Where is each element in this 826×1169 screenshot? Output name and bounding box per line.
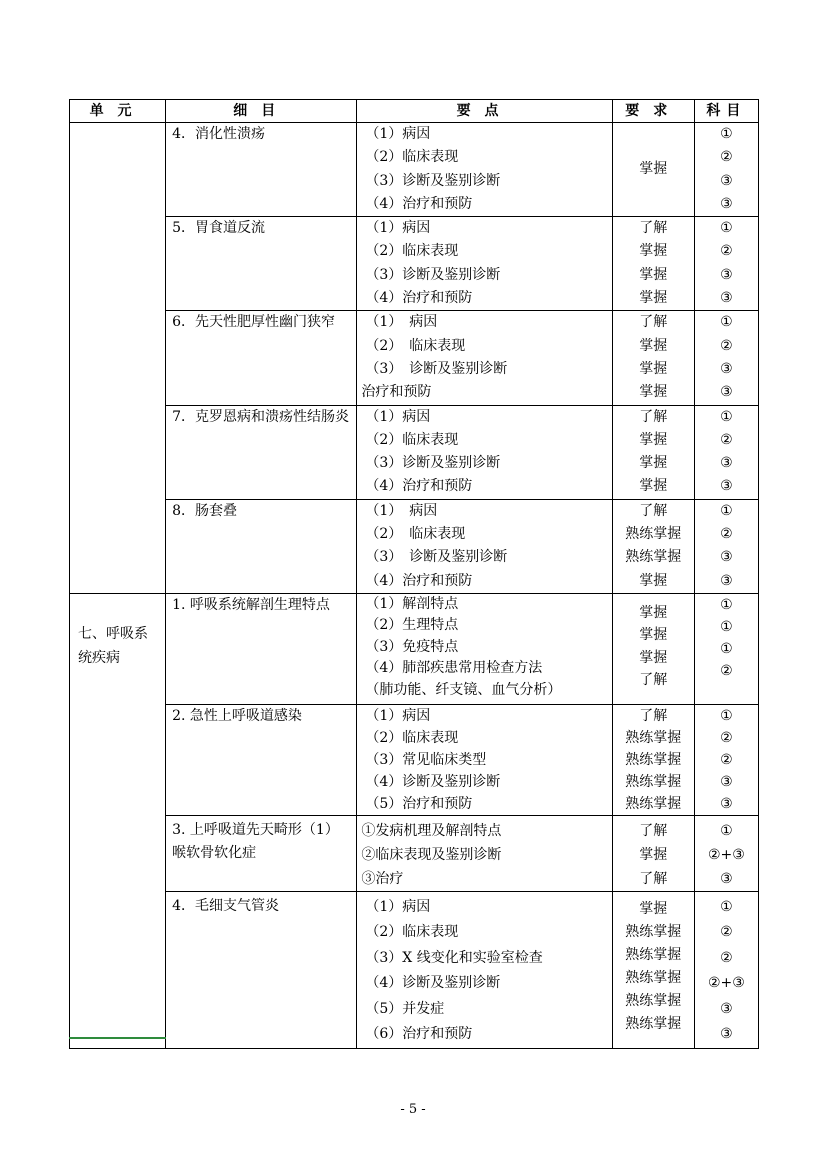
requirement-item: 熟练掌握 (625, 923, 682, 940)
point-item: （3）诊断及鉴别诊断 (365, 455, 501, 472)
subject-item: ② (720, 149, 733, 166)
requirement-cell (612, 405, 694, 499)
table-row (70, 405, 759, 499)
point-item: （1） 病因 (365, 502, 438, 519)
requirement-cell (612, 499, 694, 593)
subject-item: ② (720, 526, 733, 543)
requirement-item: 掌握 (639, 360, 668, 377)
requirement-item: 熟练掌握 (625, 1015, 682, 1032)
requirement-item: 熟练掌握 (625, 992, 682, 1009)
requirement-item: 了解 (639, 502, 668, 519)
subject-item: ③ (720, 1026, 733, 1043)
requirement-item: 掌握 (639, 431, 668, 448)
requirement-item: 掌握 (639, 455, 668, 472)
subject-item: ③ (720, 549, 733, 566)
detail-cell: 4．毛细支气管炎 (166, 891, 357, 1048)
subject-item: ②+③ (708, 846, 745, 863)
requirement-item: 熟练掌握 (625, 946, 682, 963)
subject-item: ② (720, 949, 733, 966)
point-item: （3）诊断及鉴别诊断 (365, 266, 501, 283)
subject-item: ③ (720, 1000, 733, 1017)
detail-cell: 4．消化性溃疡 (166, 123, 357, 217)
requirement-item: 了解 (639, 707, 668, 724)
subject-cell (694, 217, 758, 311)
subject-item: ① (720, 314, 733, 331)
requirement-cell (612, 891, 694, 1048)
subject-item: ② (720, 751, 733, 768)
requirement-cell (612, 704, 694, 815)
point-item: （2） 临床表现 (365, 337, 466, 354)
table-header-row (70, 100, 759, 123)
subject-cell (694, 405, 758, 499)
point-item: （4）肺部疾患常用检查方法 (365, 660, 543, 677)
points-cell (357, 704, 612, 815)
subject-item: ① (720, 898, 733, 915)
requirement-cell (612, 123, 694, 217)
subject-item: ② (720, 662, 733, 679)
unit-cell-respiratory: 七、呼吸系统疾病 (70, 593, 166, 1048)
table-row (70, 499, 759, 593)
point-item: ②临床表现及鉴别诊断 (361, 846, 502, 863)
table-row (70, 891, 759, 1048)
subject-item: ② (720, 337, 733, 354)
point-item: （4）治疗和预防 (365, 290, 473, 307)
detail-cell: 2. 急性上呼吸道感染 (166, 704, 357, 815)
requirement-item: 熟练掌握 (625, 969, 682, 986)
subject-cell (694, 499, 758, 593)
requirement-item: 了解 (639, 408, 668, 425)
requirement-item: 掌握 (639, 290, 668, 307)
points-cell (357, 891, 612, 1048)
subject-item: ③ (720, 795, 733, 812)
requirement-item: 了解 (639, 314, 668, 331)
requirement-item: 了解 (639, 220, 668, 237)
subject-item: ② (720, 243, 733, 260)
table-row (70, 123, 759, 217)
requirement-item: 熟练掌握 (625, 729, 682, 746)
requirement-item: 掌握 (639, 649, 668, 666)
subject-item: ① (720, 822, 733, 839)
unit-cell-digestive (70, 123, 166, 594)
point-item: （1）病因 (365, 898, 431, 915)
point-item: （4）治疗和预防 (365, 572, 473, 589)
detail-cell: 8．肠套叠 (166, 499, 357, 593)
point-item: （5）并发症 (365, 1000, 445, 1017)
subject-item: ① (720, 220, 733, 237)
points-cell (357, 311, 612, 405)
requirement-cell (612, 815, 694, 891)
subject-cell (694, 704, 758, 815)
subject-item: ③ (720, 290, 733, 307)
point-item: （3） 诊断及鉴别诊断 (365, 549, 508, 566)
subject-item: ③ (720, 870, 733, 887)
table-row (70, 311, 759, 405)
requirement-item: 掌握 (639, 266, 668, 283)
subject-item: ③ (720, 384, 733, 401)
syllabus-table (69, 99, 759, 1049)
point-item: （4）诊断及鉴别诊断 (365, 773, 501, 790)
subject-item: ③ (720, 360, 733, 377)
requirement-item: 掌握 (639, 337, 668, 354)
point-item: （4）诊断及鉴别诊断 (365, 975, 501, 992)
requirement-item: 掌握 (639, 243, 668, 260)
requirement-item: 掌握 (639, 384, 668, 401)
points-cell (357, 217, 612, 311)
header-requirement: 要求 (612, 100, 694, 123)
header-points: 要点 (357, 100, 612, 123)
requirement-item: 熟练掌握 (625, 795, 682, 812)
point-item: （2） 临床表现 (365, 526, 466, 543)
subject-item: ③ (720, 266, 733, 283)
header-subject: 科目 (694, 100, 758, 123)
subject-item: ① (720, 126, 733, 142)
requirement-item: 了解 (639, 870, 668, 887)
requirement-item: 掌握 (639, 627, 668, 644)
subject-item: ②+③ (708, 975, 745, 992)
table-row (70, 815, 759, 891)
requirement-cell (612, 593, 694, 704)
point-item: （2）临床表现 (365, 243, 459, 260)
requirement-item: 熟练掌握 (625, 773, 682, 790)
requirement-item: 熟练掌握 (625, 549, 682, 566)
table-row (70, 593, 759, 704)
requirement-item: 掌握 (639, 478, 668, 495)
detail-cell: 7．克罗恩病和溃疡性结肠炎 (166, 405, 357, 499)
subject-cell (694, 891, 758, 1048)
points-cell (357, 499, 612, 593)
requirement-item: 了解 (639, 822, 668, 839)
table-row (70, 704, 759, 815)
subject-item: ① (720, 707, 733, 724)
point-item: （1） 病因 (365, 314, 438, 331)
requirement-cell (612, 217, 694, 311)
subject-item: ① (720, 618, 733, 635)
subject-cell (694, 311, 758, 405)
table-row (70, 217, 759, 311)
requirement-item: 掌握 (639, 900, 668, 917)
points-cell (357, 593, 612, 704)
point-item: （5）治疗和预防 (365, 795, 473, 812)
requirement-cell (612, 311, 694, 405)
point-item: （3）免疫特点 (365, 638, 459, 655)
point-item: （2）临床表现 (365, 149, 459, 166)
subject-item: ② (720, 431, 733, 448)
point-item: （1）病因 (365, 126, 431, 142)
subject-item: ③ (720, 172, 733, 189)
subject-cell (694, 123, 758, 217)
subject-item: ① (720, 640, 733, 657)
detail-cell: 1. 呼吸系统解剖生理特点 (166, 593, 357, 704)
subject-cell (694, 815, 758, 891)
points-cell (357, 405, 612, 499)
subject-item: ① (720, 502, 733, 519)
point-item: （3）常见临床类型 (365, 751, 487, 768)
subject-item: ① (720, 596, 733, 613)
detail-cell: 5．胃食道反流 (166, 217, 357, 311)
unit-column-underline (69, 1037, 166, 1039)
point-item: （1）病因 (365, 220, 431, 237)
points-cell (357, 123, 612, 217)
requirement-item: 掌握 (639, 846, 668, 863)
subject-item: ③ (720, 478, 733, 495)
point-item: （4）治疗和预防 (365, 478, 473, 495)
subject-item: ③ (720, 572, 733, 589)
subject-cell (694, 593, 758, 704)
page-number: - 5 - (400, 1102, 426, 1117)
point-item: （1）病因 (365, 408, 431, 425)
detail-cell: 6．先天性肥厚性幽门狭窄 (166, 311, 357, 405)
subject-item: ③ (720, 455, 733, 472)
requirement-item: 熟练掌握 (625, 751, 682, 768)
point-item: （3） 诊断及鉴别诊断 (365, 360, 508, 377)
requirement-item: 掌握 (639, 572, 668, 589)
requirement-item: 熟练掌握 (625, 526, 682, 543)
point-item: ①发病机理及解剖特点 (361, 822, 502, 839)
point-item: （2）临床表现 (365, 431, 459, 448)
requirement-item: 掌握 (639, 160, 668, 177)
subject-item: ① (720, 408, 733, 425)
point-item: ③治疗 (361, 870, 404, 887)
point-item: （1）病因 (365, 707, 431, 724)
subject-item: ③ (720, 773, 733, 790)
point-item: （肺功能、纤支镜、血气分析） (365, 681, 562, 698)
points-cell (357, 815, 612, 891)
header-unit: 单元 (70, 100, 166, 123)
point-item: （4）治疗和预防 (365, 195, 473, 212)
point-item: （3）X 线变化和实验室检查 (365, 949, 543, 966)
point-item: 治疗和预防 (361, 384, 432, 401)
point-item: （2）临床表现 (365, 924, 459, 941)
requirement-item: 了解 (639, 672, 668, 689)
detail-cell: 3. 上呼吸道先天畸形（1）喉软骨软化症 (166, 815, 357, 891)
subject-item: ③ (720, 195, 733, 212)
subject-item: ② (720, 729, 733, 746)
point-item: （2）生理特点 (365, 617, 459, 634)
point-item: （1）解剖特点 (365, 595, 459, 612)
header-detail: 细目 (166, 100, 357, 123)
point-item: （3）诊断及鉴别诊断 (365, 172, 501, 189)
point-item: （6）治疗和预防 (365, 1026, 473, 1043)
point-item: （2）临床表现 (365, 729, 459, 746)
subject-item: ② (720, 924, 733, 941)
requirement-item: 掌握 (639, 604, 668, 621)
